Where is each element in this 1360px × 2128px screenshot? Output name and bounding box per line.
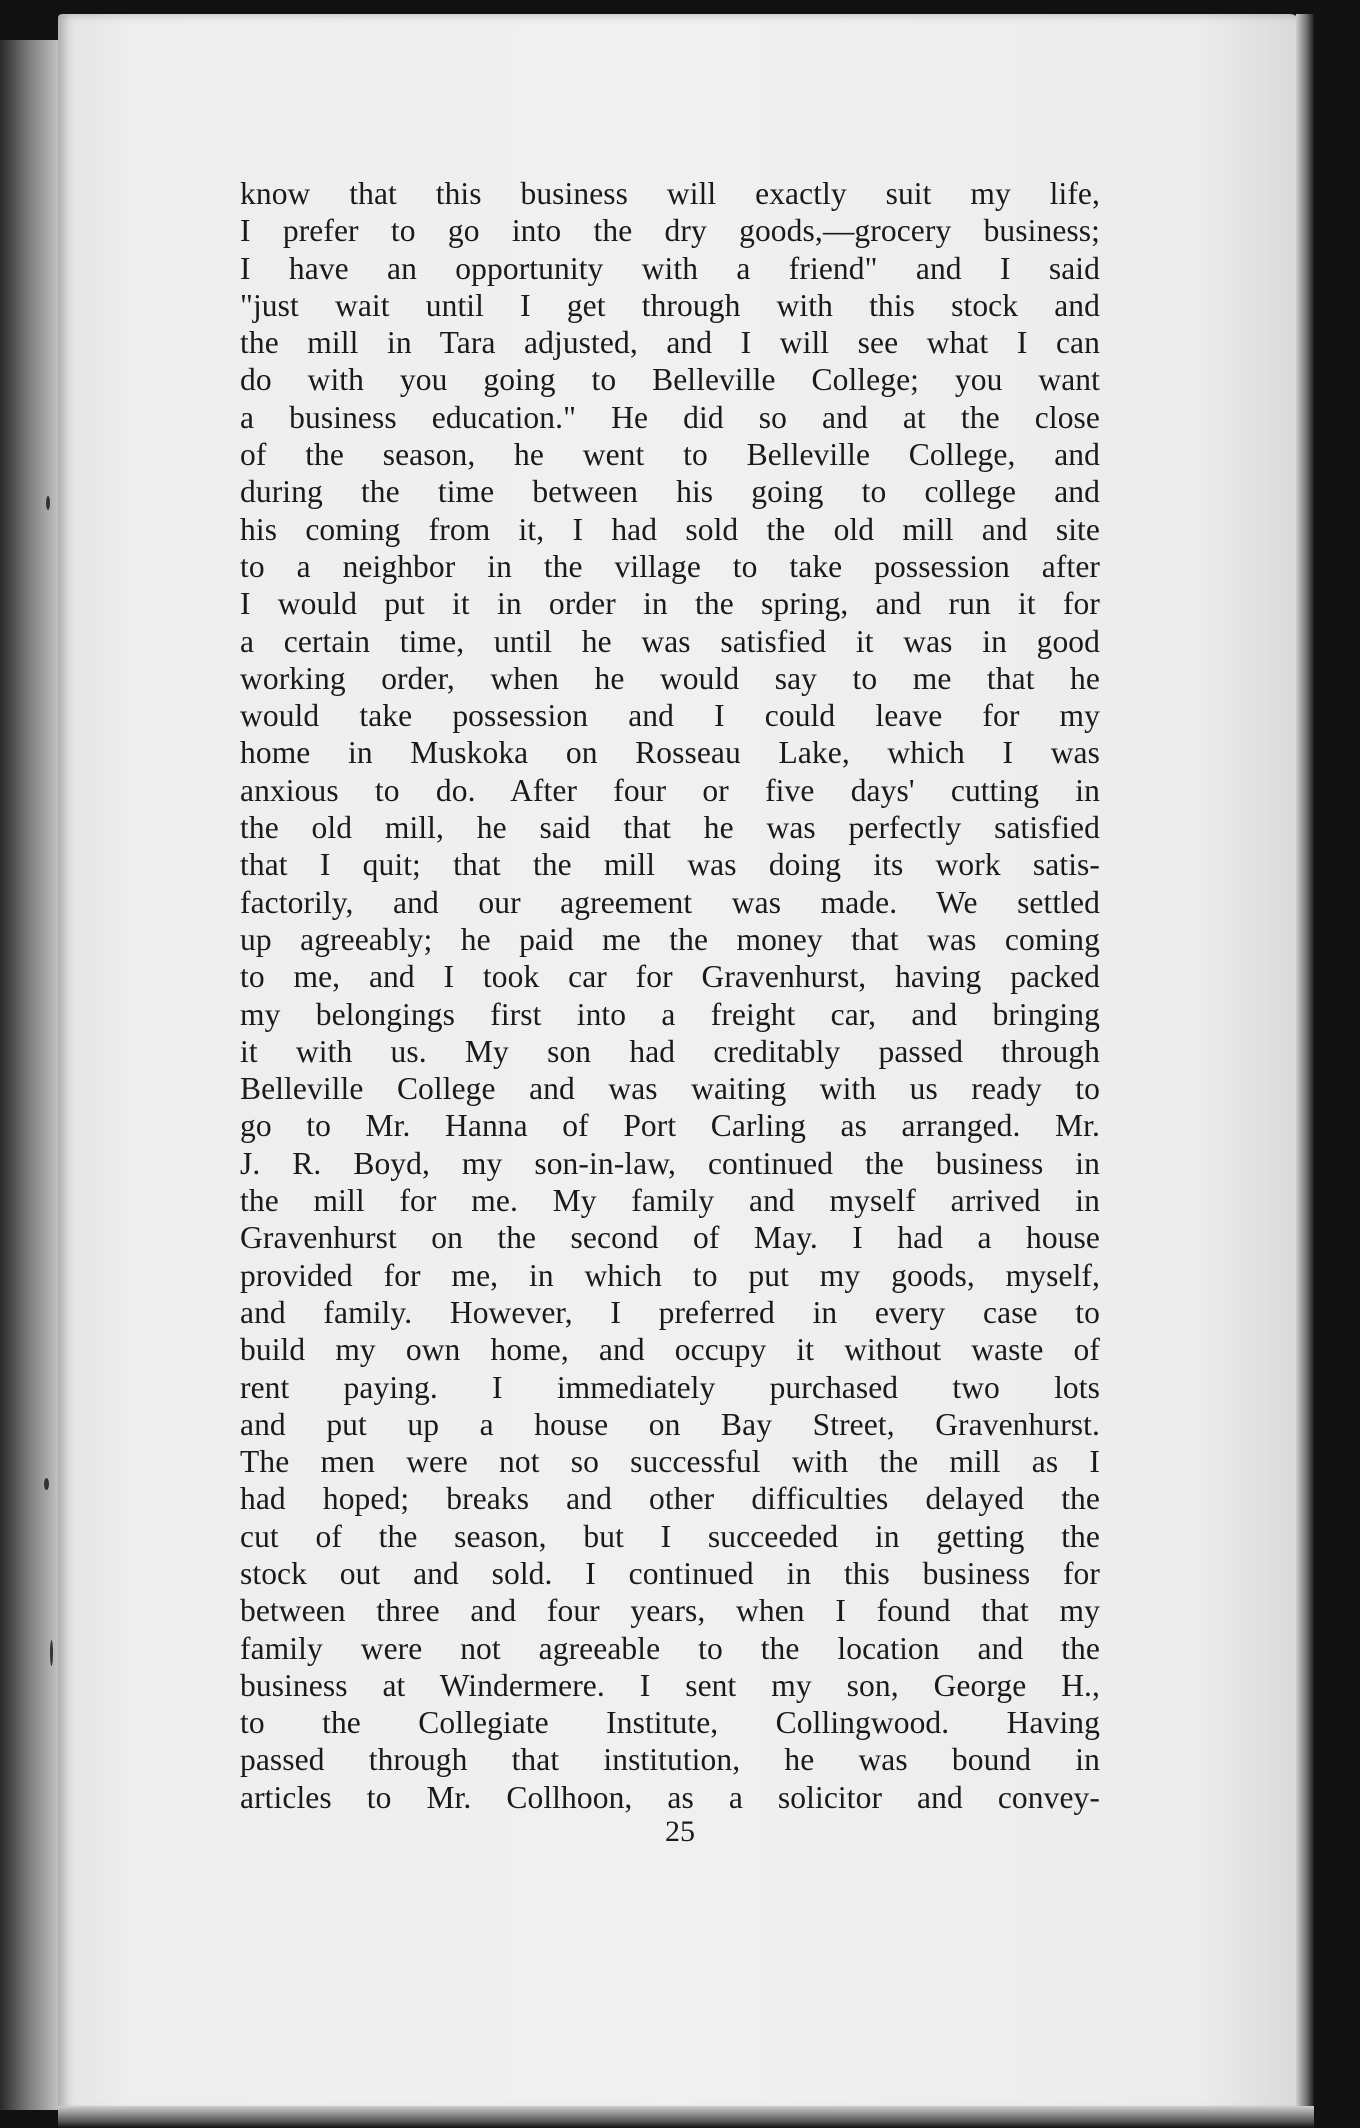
text-line: "just wait until I get through with this stock and [240,287,1100,323]
text-line: provided for me, in which to put my goods, myself, [240,1257,1100,1293]
bottom-page-edge [58,2106,1314,2128]
text-line: family were not agreeable to the location and the [240,1630,1100,1666]
text-line: go to Mr. Hanna of Port Carling as arranged. Mr. [240,1108,1100,1144]
margin-speck [44,1478,49,1490]
margin-speck [50,1640,53,1666]
text-line: J. R. Boyd, my son-in-law, continued the business in [240,1145,1100,1181]
text-line: my belongings first into a freight car, and bringing [240,996,1100,1032]
text-line: know that this business will exactly suit my life, [240,176,1100,211]
text-line: that I quit; that the mill was doing its work satis- [240,847,1100,883]
text-line: would take possession and I could leave for my [240,698,1100,734]
text-line: stock out and sold. I continued in this business for [240,1555,1100,1591]
text-line: The men were not so successful with the mill as I [240,1444,1100,1480]
text-line: business at Windermere. I sent my son, George H., [240,1667,1100,1703]
text-line: Belleville College and was waiting with us ready to [240,1071,1100,1107]
text-line: cut of the season, but I succeeded in getting the [240,1518,1100,1554]
text-line: had hoped; breaks and other difficulties delayed the [240,1481,1100,1517]
text-line: a certain time, until he was satisfied it was in good [240,623,1100,659]
text-line: to the Collegiate Institute, Collingwood. Having [240,1705,1100,1741]
text-line: to a neighbor in the village to take possession after [240,548,1100,584]
text-line: the mill for me. My family and myself arrived in [240,1183,1100,1219]
text-line: working order, when he would say to me that he [240,660,1100,696]
text-line: of the season, he went to Belleville College, and [240,437,1100,473]
text-line: I have an opportunity with a friend" and I said [240,250,1100,286]
text-line: passed through that institution, he was bound in [240,1742,1100,1778]
text-line: factorily, and our agreement was made. We settled [240,884,1100,920]
text-line: Gravenhurst on the second of May. I had a house [240,1220,1100,1256]
text-line: the mill in Tara adjusted, and I will see what I can [240,325,1100,361]
text-line: to me, and I took car for Gravenhurst, having packed [240,959,1100,995]
text-line: the old mill, he said that he was perfectly satisfied [240,810,1100,846]
page-number: 25 [665,1815,695,1848]
text-line: articles to Mr. Collhoon, as a solicitor and convey- [240,1779,1100,1815]
text-line: a business education." He did so and at the close [240,399,1100,435]
text-line: it with us. My son had creditably passed through [240,1033,1100,1069]
right-page-edge [1296,14,1314,2112]
text-line: do with you going to Belleville College; you want [240,362,1100,398]
text-line: and put up a house on Bay Street, Gravenhurst. [240,1406,1100,1442]
text-line: anxious to do. After four or five days' cutting in [240,772,1100,808]
text-line: up agreeably; he paid me the money that was coming [240,921,1100,957]
text-line: between three and four years, when I found that my [240,1593,1100,1629]
text-line: I would put it in order in the spring, and run it for [240,586,1100,622]
text-line: and family. However, I preferred in every case to [240,1294,1100,1330]
text-line: home in Muskoka on Rosseau Lake, which I was [240,735,1100,771]
text-line: his coming from it, I had sold the old mill and site [240,511,1100,547]
text-line: I prefer to go into the dry goods,—grocery business; [240,213,1100,249]
text-line: during the time between his going to college and [240,474,1100,510]
text-line: build my own home, and occupy it without waste of [240,1332,1100,1368]
margin-speck [46,496,50,510]
body-text [240,175,1100,1816]
text-line: rent paying. I immediately purchased two lots [240,1369,1100,1405]
